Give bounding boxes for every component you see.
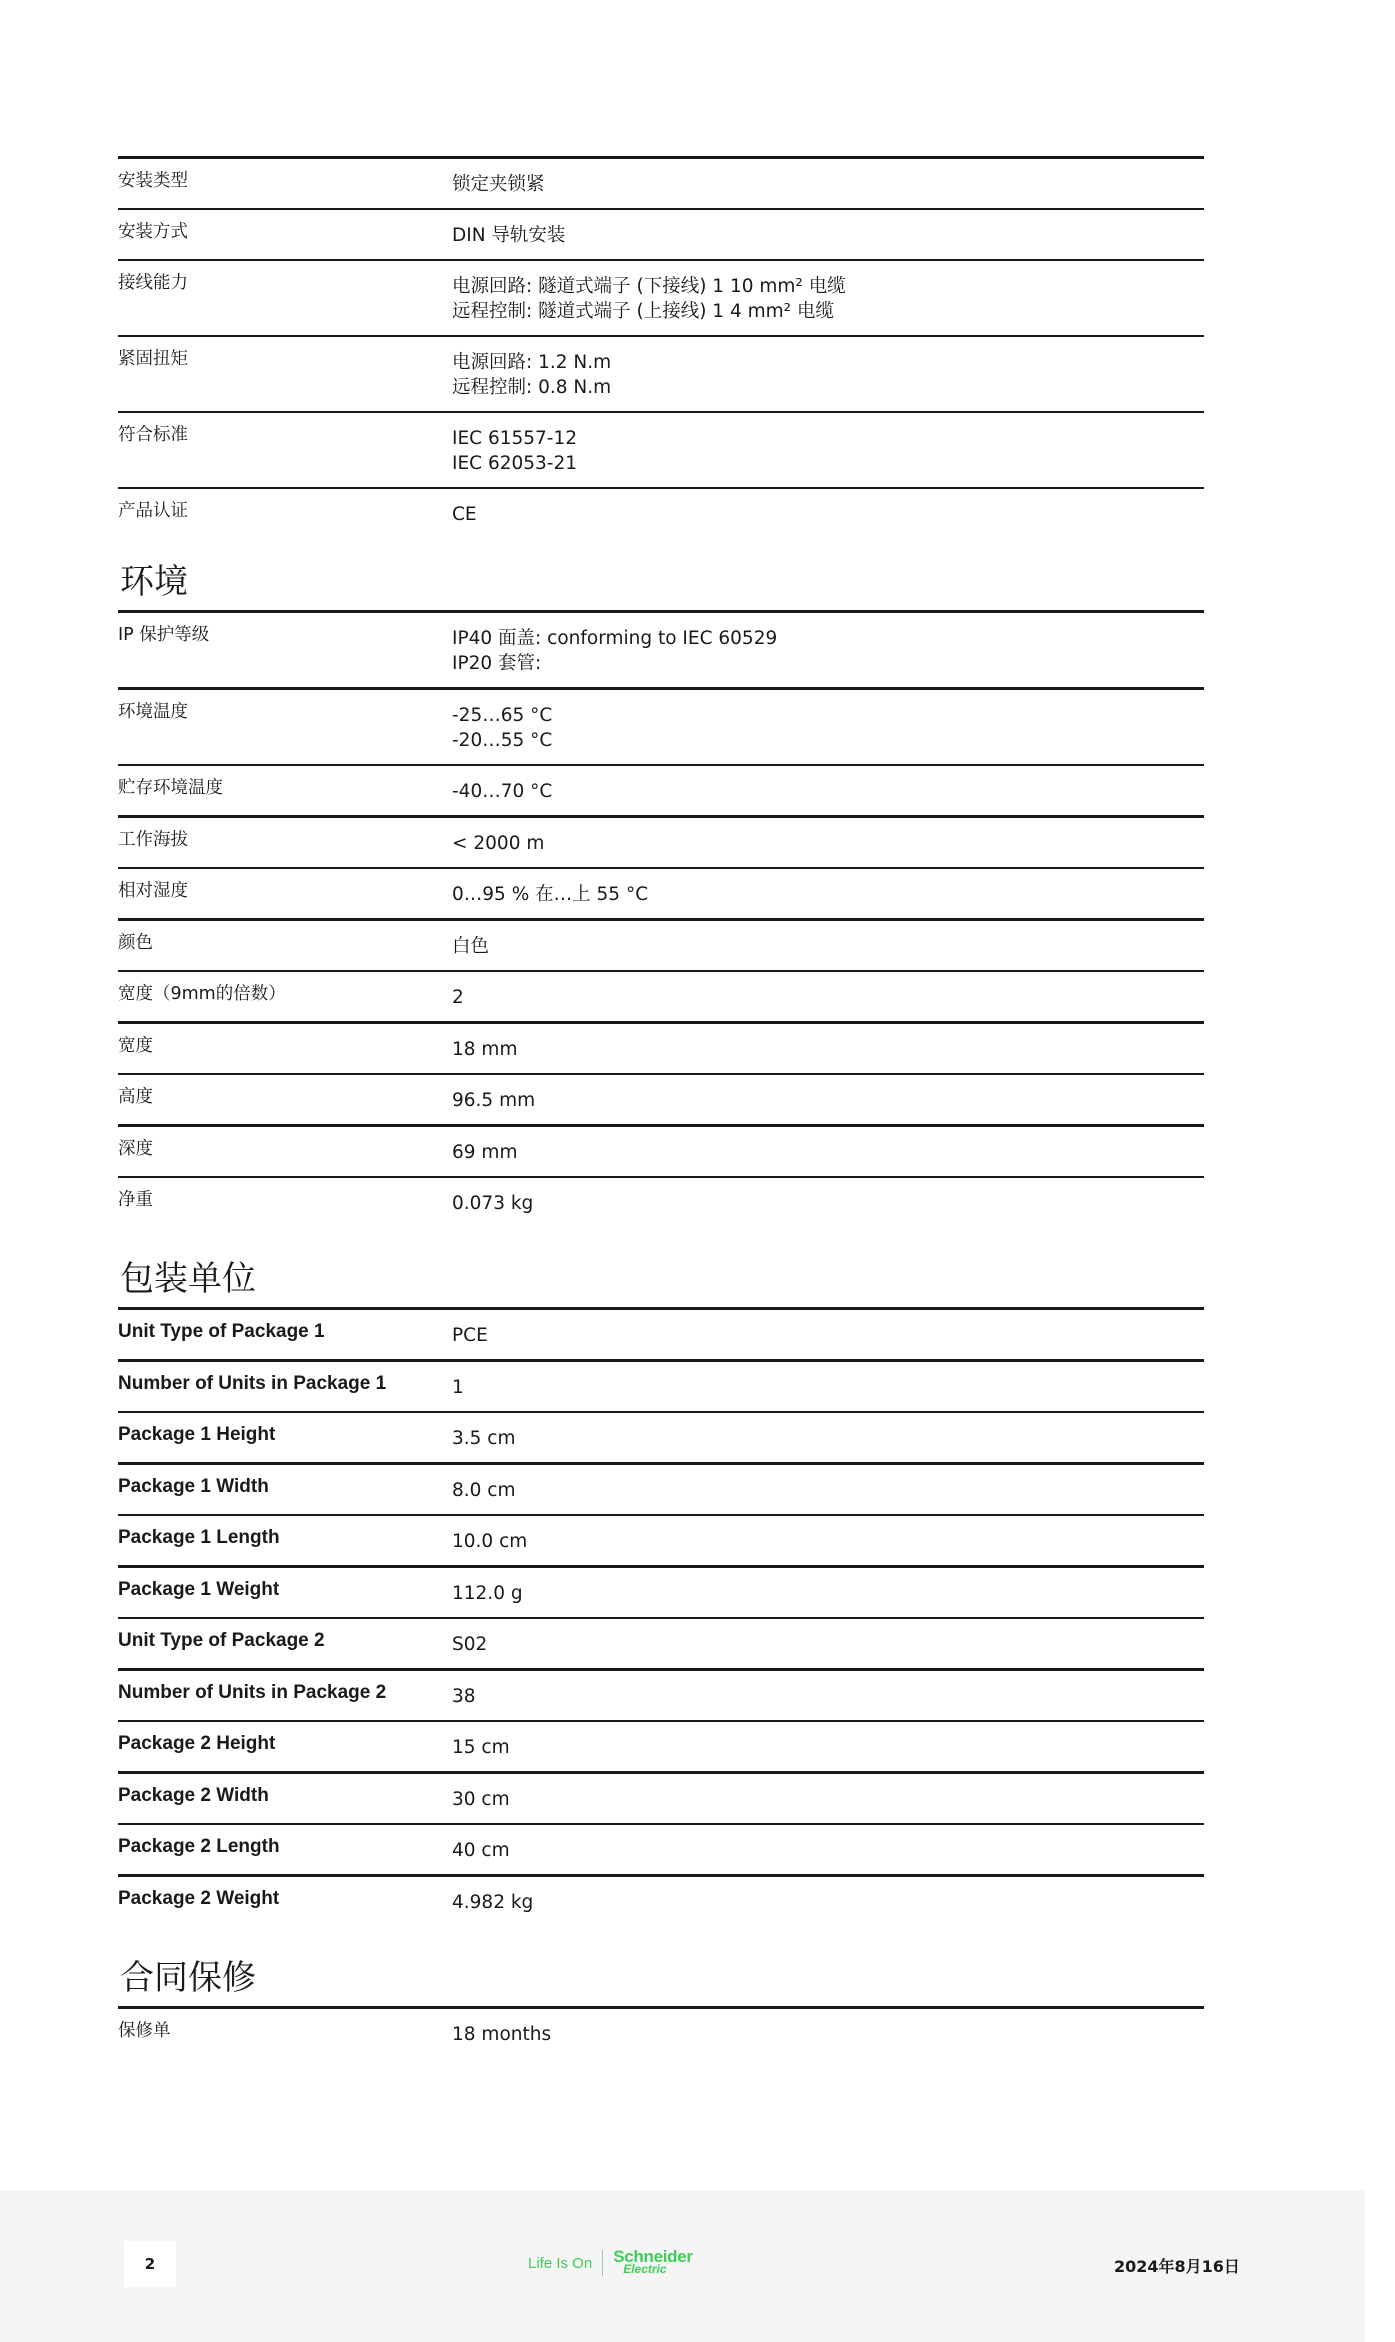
spec-row [118, 1310, 1204, 1362]
spec-label: 宽度 [118, 1036, 153, 1056]
spec-label: 颜色 [118, 933, 153, 953]
spec-value-line: 18 mm [452, 1039, 518, 1060]
spec-table-warranty [118, 2006, 1204, 2058]
spec-row [118, 1127, 1204, 1178]
spec-label: Package 2 Height [118, 1733, 276, 1754]
spec-label: 环境温度 [118, 702, 188, 722]
spec-value [452, 1887, 533, 1915]
spec-label: 高度 [118, 1087, 153, 1107]
page-number: 2 [124, 2241, 176, 2287]
spec-value [452, 1423, 516, 1451]
spec-label: 净重 [118, 1190, 153, 1210]
spec-label: 安装类型 [118, 171, 188, 191]
spec-value [452, 1526, 527, 1554]
spec-row [118, 972, 1204, 1024]
spec-row [118, 1825, 1204, 1877]
spec-value [452, 1137, 517, 1165]
spec-row [118, 869, 1204, 921]
spec-value-line: 电源回路: 1.2 N.m [452, 352, 612, 373]
spec-label: 安装方式 [118, 222, 188, 242]
spec-row [118, 766, 1204, 818]
spec-row [118, 1619, 1204, 1671]
spec-table-environment [118, 610, 1204, 1227]
spec-value-line: DIN 导轨安装 [452, 225, 566, 246]
spec-value-line: IEC 62053-21 [452, 453, 578, 474]
spec-value-line: 3.5 cm [452, 1428, 516, 1449]
spec-label: 接线能力 [118, 273, 188, 293]
spec-value-line: 38 [452, 1686, 476, 1707]
document-date: 2024年8月16日 [1114, 2257, 1240, 2276]
spec-value [452, 1578, 523, 1606]
schneider-logo [613, 2247, 693, 2276]
spec-label: 贮存环境温度 [118, 778, 223, 798]
spec-label: Package 1 Weight [118, 1579, 280, 1600]
spec-value [452, 1835, 510, 1863]
spec-value-line: 4.982 kg [452, 1892, 534, 1913]
spec-value-line: IP40 面盖: conforming to IEC 60529 [452, 628, 778, 649]
spec-value-line: 40 cm [452, 1840, 510, 1861]
spec-row [118, 261, 1204, 337]
section-title-packaging: 包装单位 [120, 1259, 256, 1299]
spec-value [452, 1085, 535, 1113]
spec-row [118, 1362, 1204, 1413]
spec-value [452, 1732, 510, 1760]
spec-table-general [118, 156, 1204, 538]
section-title-environment: 环境 [120, 562, 188, 602]
spec-value [452, 423, 577, 476]
spec-value [452, 1784, 510, 1812]
spec-value [452, 499, 477, 527]
spec-row [118, 1465, 1204, 1516]
spec-label: Number of Units in Package 2 [118, 1682, 387, 1703]
spec-value-line: 远程控制: 0.8 N.m [452, 377, 612, 398]
spec-label: 相对湿度 [118, 881, 188, 901]
spec-value-line: 18 months [452, 2024, 552, 2045]
spec-content [118, 156, 1204, 2058]
spec-row [118, 1024, 1204, 1075]
spec-row [118, 413, 1204, 489]
spec-value [452, 879, 648, 907]
spec-label: 宽度（9mm的倍数） [118, 984, 286, 1004]
spec-value-line: 15 cm [452, 1737, 510, 1758]
spec-row [118, 159, 1204, 210]
spec-value [452, 271, 846, 324]
section-title-warranty: 合同保修 [120, 1958, 256, 1998]
spec-label: 工作海拔 [118, 830, 188, 850]
spec-label: Package 2 Length [118, 1836, 280, 1857]
spec-value-line: -40…70 °C [452, 781, 553, 802]
spec-value [452, 2019, 551, 2047]
spec-row [118, 210, 1204, 261]
spec-row [118, 1774, 1204, 1825]
spec-value [452, 700, 552, 753]
spec-label: Package 2 Width [118, 1785, 269, 1806]
spec-label: 产品认证 [118, 501, 188, 521]
spec-value-line: 白色 [452, 936, 490, 957]
spec-value-line: 10.0 cm [452, 1531, 528, 1552]
spec-row [118, 1413, 1204, 1465]
spec-value-line: 锁定夹锁紧 [452, 174, 545, 195]
spec-row [118, 921, 1204, 972]
spec-row [118, 337, 1204, 413]
spec-value [452, 1372, 464, 1400]
spec-value [452, 220, 565, 248]
spec-value-line: -20…55 °C [452, 730, 553, 751]
spec-label: Unit Type of Package 2 [118, 1630, 325, 1651]
spec-value-line: CE [452, 504, 477, 525]
spec-value-line: 69 mm [452, 1142, 518, 1163]
spec-value-line: -25…65 °C [452, 705, 553, 726]
spec-label: 紧固扭矩 [118, 349, 188, 369]
spec-value [452, 347, 611, 400]
brand-tagline: Life Is On [528, 2254, 593, 2272]
spec-label: 深度 [118, 1139, 153, 1159]
spec-label: Unit Type of Package 1 [118, 1321, 325, 1342]
spec-row [118, 613, 1204, 690]
spec-value-line: IP20 套管: [452, 653, 542, 674]
spec-value [452, 169, 545, 197]
spec-label: 保修单 [118, 2021, 171, 2041]
spec-value-line: 0.073 kg [452, 1193, 534, 1214]
brand-divider [602, 2250, 603, 2276]
spec-row [118, 1877, 1204, 1926]
spec-value [452, 931, 489, 959]
spec-value-line: 远程控制: 隧道式端子 (上接线) 1 4 mm² 电缆 [452, 301, 834, 322]
spec-value [452, 982, 464, 1010]
spec-value [452, 1034, 517, 1062]
spec-row [118, 2009, 1204, 2058]
spec-row [118, 1671, 1204, 1722]
spec-value [452, 1475, 516, 1503]
spec-value-line: 1 [452, 1377, 464, 1398]
spec-value [452, 776, 552, 804]
spec-row [118, 1178, 1204, 1227]
brand-subname: Electric [623, 2262, 667, 2276]
spec-row [118, 1568, 1204, 1619]
spec-value-line: 8.0 cm [452, 1480, 516, 1501]
spec-value [452, 1320, 488, 1348]
spec-value-line: 30 cm [452, 1789, 510, 1810]
spec-row [118, 489, 1204, 538]
spec-table-packaging [118, 1307, 1204, 1926]
spec-row [118, 818, 1204, 869]
spec-label: Package 1 Height [118, 1424, 276, 1445]
spec-label: 符合标准 [118, 425, 188, 445]
spec-value-line: PCE [452, 1325, 488, 1346]
spec-value-line: S02 [452, 1634, 488, 1655]
brand-logo [528, 2247, 693, 2276]
spec-value-line: 2 [452, 987, 464, 1008]
spec-value [452, 1681, 476, 1709]
spec-label: Package 1 Length [118, 1527, 280, 1548]
spec-value-line: 电源回路: 隧道式端子 (下接线) 1 10 mm² 电缆 [452, 276, 846, 297]
spec-value [452, 623, 777, 676]
spec-row [118, 1075, 1204, 1127]
brand-name: Schneider [613, 2247, 693, 2266]
spec-label: Number of Units in Package 1 [118, 1373, 387, 1394]
spec-value [452, 1629, 487, 1657]
spec-value-line: 96.5 mm [452, 1090, 536, 1111]
spec-label: Package 2 Weight [118, 1888, 280, 1909]
spec-value [452, 828, 544, 856]
spec-label: Package 1 Width [118, 1476, 269, 1497]
spec-value-line: 112.0 g [452, 1583, 523, 1604]
spec-value-line: 0…95 % 在…上 55 °C [452, 884, 649, 905]
spec-value-line: < 2000 m [452, 833, 545, 854]
spec-row [118, 1516, 1204, 1568]
spec-label: IP 保护等级 [118, 625, 210, 645]
spec-value-line: IEC 61557-12 [452, 428, 578, 449]
spec-row [118, 1722, 1204, 1774]
page-footer [0, 2190, 1365, 2342]
spec-value [452, 1188, 533, 1216]
spec-row [118, 690, 1204, 766]
